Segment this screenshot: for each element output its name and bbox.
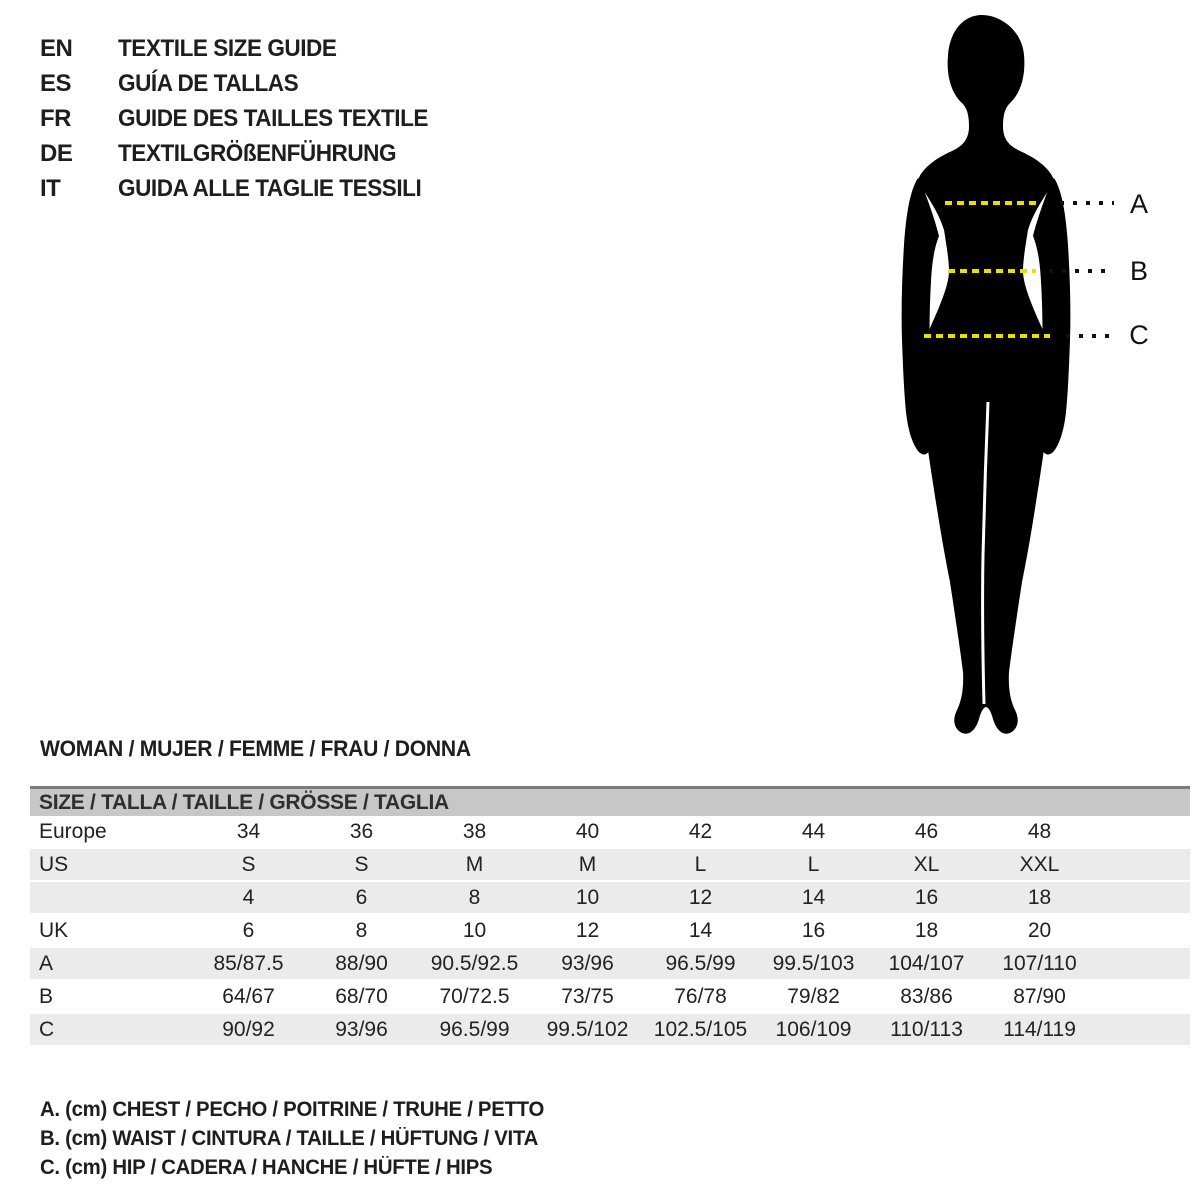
lang-title: TEXTILGRÖßENFÜHRUNG — [118, 139, 397, 167]
cell: 38 — [462, 819, 487, 843]
table-row-waist-b — [30, 981, 1190, 1014]
cell: 44 — [801, 819, 826, 843]
cell: 110/113 — [890, 1017, 963, 1041]
cell: 36 — [349, 819, 374, 843]
cell: 16 — [914, 885, 939, 909]
table-row-us-letter — [30, 849, 1190, 882]
hip-label: C — [1129, 320, 1149, 350]
cell: 88/90 — [335, 951, 388, 975]
cell: L — [694, 852, 707, 876]
lang-title: GUÍA DE TALLAS — [118, 69, 299, 97]
row-label: US — [39, 852, 69, 876]
cell: S — [241, 852, 256, 876]
row-label: B — [39, 984, 54, 1008]
cell: 96.5/99 — [665, 951, 736, 975]
cell: 68/70 — [335, 984, 388, 1008]
cell: 6 — [242, 918, 255, 942]
lang-code: ES — [40, 69, 72, 97]
cell: 96.5/99 — [439, 1017, 510, 1041]
woman-silhouette-svg — [860, 10, 1200, 740]
language-guide-list — [40, 31, 448, 206]
cell: 34 — [236, 819, 261, 843]
waist-label: B — [1129, 256, 1148, 286]
lang-row-de — [40, 136, 448, 171]
cell: 14 — [801, 885, 826, 909]
size-table — [30, 786, 1190, 1047]
row-label: A — [39, 951, 54, 975]
table-row-us-numeric — [30, 882, 1190, 915]
cell: 12 — [575, 918, 600, 942]
cell: 99.5/103 — [772, 951, 855, 975]
lang-row-en — [40, 31, 448, 66]
woman-silhouette — [918, 15, 1054, 734]
legend-waist: B. (cm) WAIST / CINTURA / TAILLE / HÜFTUNG / VITA — [40, 1127, 538, 1150]
row-label: Europe — [39, 819, 107, 843]
cell: 93/96 — [561, 951, 614, 975]
lang-row-es — [40, 66, 448, 101]
row-label: UK — [39, 918, 69, 942]
cell: 18 — [914, 918, 939, 942]
cell: XL — [913, 852, 940, 876]
cell: 46 — [914, 819, 939, 843]
section-title-woman: WOMAN / MUJER / FEMME / FRAU / DONNA — [40, 736, 471, 761]
cell: 85/87.5 — [213, 951, 284, 975]
lang-code: EN — [40, 34, 73, 62]
cell: M — [578, 852, 597, 876]
legend-chest: A. (cm) CHEST / PECHO / POITRINE / TRUHE / PETTO — [40, 1098, 545, 1121]
cell: 16 — [801, 918, 826, 942]
cell: 40 — [575, 819, 600, 843]
table-row-hip-c — [30, 1014, 1190, 1047]
cell: S — [354, 852, 369, 876]
cell: 90/92 — [222, 1017, 275, 1041]
cell: 48 — [1027, 819, 1052, 843]
cell: L — [807, 852, 820, 876]
lang-code: IT — [40, 174, 61, 202]
cell: 76/78 — [674, 984, 727, 1008]
cell: M — [465, 852, 484, 876]
lang-code: FR — [40, 104, 71, 132]
cell: 102.5/105 — [653, 1017, 748, 1041]
cell: 106/109 — [775, 1017, 852, 1041]
cell: 79/82 — [787, 984, 840, 1008]
cell: 10 — [575, 885, 600, 909]
cell: 12 — [688, 885, 713, 909]
body-measurement-figure — [860, 10, 1200, 740]
lang-row-fr — [40, 101, 448, 136]
cell: 87/90 — [1013, 984, 1066, 1008]
lang-title: GUIDA ALLE TAGLIE TESSILI — [118, 174, 422, 202]
cell: 114/119 — [1003, 1017, 1076, 1041]
cell: XXL — [1019, 852, 1060, 876]
cell: 42 — [688, 819, 713, 843]
measurement-legend — [40, 1095, 560, 1182]
size-table-header: SIZE / TALLA / TAILLE / GRÖSSE / TAGLIA — [30, 786, 1190, 816]
table-row-chest-a — [30, 948, 1190, 981]
cell: 90.5/92.5 — [430, 951, 519, 975]
cell: 20 — [1027, 918, 1052, 942]
table-row-europe — [30, 816, 1190, 849]
lang-title: GUIDE DES TAILLES TEXTILE — [118, 104, 428, 132]
cell: 83/86 — [900, 984, 953, 1008]
cell: 64/67 — [222, 984, 275, 1008]
cell: 18 — [1027, 885, 1052, 909]
row-label: C — [39, 1017, 55, 1041]
lang-code: DE — [40, 139, 73, 167]
table-row-uk — [30, 915, 1190, 948]
cell: 93/96 — [335, 1017, 388, 1041]
cell: 8 — [468, 885, 481, 909]
cell: 4 — [242, 885, 255, 909]
lang-row-it — [40, 171, 448, 206]
cell: 14 — [688, 918, 713, 942]
cell: 107/110 — [1002, 951, 1077, 975]
legend-hip: C. (cm) HIP / CADERA / HANCHE / HÜFTE / HIPS — [40, 1156, 493, 1179]
cell: 104/107 — [888, 951, 965, 975]
cell: 99.5/102 — [546, 1017, 629, 1041]
lang-title: TEXTILE SIZE GUIDE — [118, 34, 337, 62]
cell: 73/75 — [561, 984, 614, 1008]
cell: 6 — [355, 885, 368, 909]
cell: 10 — [462, 918, 487, 942]
chest-label: A — [1129, 189, 1148, 219]
cell: 8 — [355, 918, 368, 942]
cell: 70/72.5 — [439, 984, 510, 1008]
